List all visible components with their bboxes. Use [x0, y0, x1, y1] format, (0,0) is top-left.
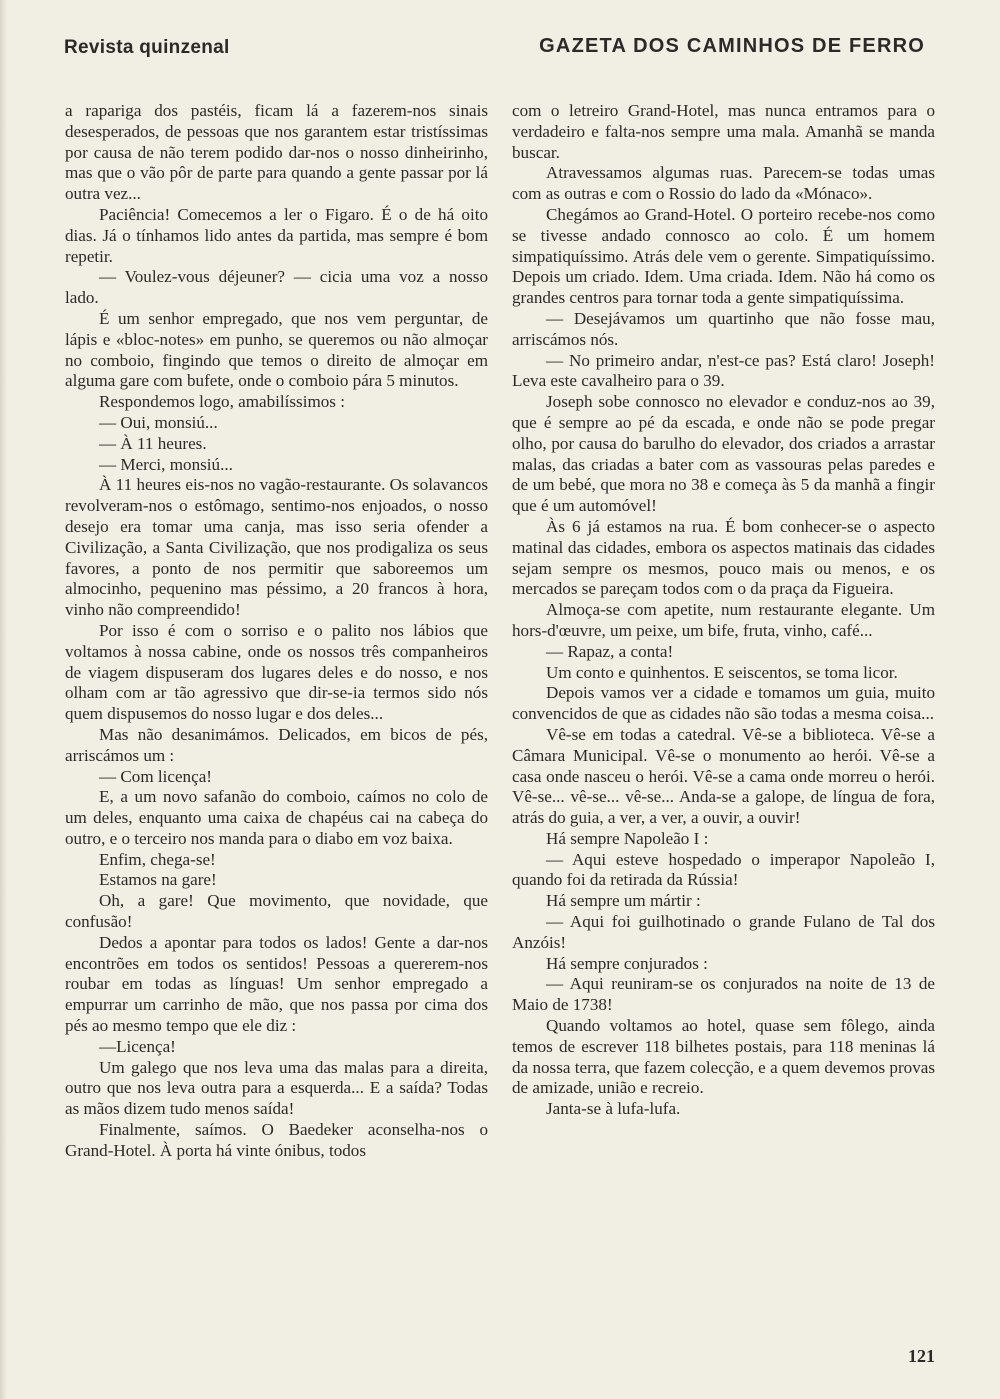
paragraph: Joseph sobe connosco no elevador e conduz-nos ao 39, que é sempre ao pé da escada, e onde não se pode pregar olho, por causa do barulho do elevador, dos criados a arrastar malas, das criadas a bater com as vassouras pelas paredes e de um bebé, que mora no 38 e começa às 5 da manhã a fingir que é um automóvel!: [512, 392, 935, 516]
paragraph: Um conto e quinhentos. E seiscentos, se toma licor.: [546, 662, 898, 682]
paragraph: Chegámos ao Grand-Hotel. O porteiro recebe-nos como se tivesse andado connosco ao colo. É um homem simpatiquíssimo. Atrás dele vem o gerente. Simpatiquíssimo. Depois um criado. Idem. Uma criada. Idem. Não há como os grandes centros para tornar toda a gente simpatiquíssima.: [512, 204, 935, 308]
paragraph: É um senhor empregado, que nos vem perguntar, de lápis e «bloc-notes» em punho, se queremos ou não almoçar no comboio, fingindo que temos o direito de almoçar em alguma gare com bufete, onde o comboio pára 5 minutos.: [65, 308, 488, 391]
paragraph: Atravessamos algumas ruas. Parecem-se todas umas com as outras e com o Rossio do lado da «Mónaco».: [512, 163, 935, 204]
page-edge-shadow: [0, 0, 7, 1399]
paragraph: — Voulez-vous déjeuner? — cicia uma voz a nosso lado.: [65, 267, 488, 308]
paragraph: — À 11 heures.: [99, 433, 207, 453]
paragraph: — Desejávamos um quartinho que não fosse mau, arriscámos nós.: [512, 308, 935, 349]
paragraph: — Aqui foi guilhotinado o grande Fulano de Tal dos Anzóis!: [512, 912, 935, 952]
paragraph: E, a um novo safanão do comboio, caímos no colo de um deles, enquanto uma caixa de chapéus cai na cabeça do outro, e o terceiro nos manda para o diabo em voz baixa.: [65, 787, 488, 848]
paragraph: Às 6 já estamos na rua. É bom conhecer-se o aspecto matinal das cidades, embora os aspectos matinais das cidades sejam sempre os mesmos, pouco mais ou menos, e os mercados se pareçam todos com o da praça da Figueira.: [512, 516, 935, 599]
paragraph: Oh, a gare! Que movimento, que novidade, que confusão!: [65, 891, 488, 932]
paragraph: Enfim, chega-se!: [99, 849, 216, 869]
left-text-column: [65, 101, 488, 1162]
paragraph: Respondemos logo, amabilíssimos :: [99, 392, 345, 412]
paragraph: Vê-se em todas a catedral. Vê-se a biblioteca. Vê-se a Câmara Municipal. Vê-se o monumento ao herói. Vê-se a casa onde nasceu o herói. Vê-se a cama onde morreu o herói. Vê-se... vê-se... vê-se... Anda-se a galope, de língua de fora, atrás do guia, a ver, a ver, a ouvir, a ouvir!: [512, 724, 935, 828]
paragraph: Há sempre Napoleão I :: [546, 828, 709, 848]
paragraph: Mas não desanimámos. Delicados, em bicos de pés, arriscámos um :: [65, 724, 488, 765]
page-number: 121: [908, 1346, 935, 1366]
paragraph: — Com licença!: [99, 766, 212, 786]
paragraph: Quando voltamos ao hotel, quase sem fôlego, ainda temos de escrever 118 bilhetes postais, para 118 meninas lá da nossa terra, que fazem colecção, e a quem devemos provas de amizade, união e recreio.: [512, 1016, 935, 1098]
right-text-column: [512, 101, 935, 1120]
paragraph: Finalmente, saímos. O Baedeker aconselha-nos o Grand-Hotel. À porta há vinte ónibus, todos: [65, 1120, 488, 1160]
paragraph: —Licença!: [99, 1036, 176, 1056]
paragraph: — No primeiro andar, n'est-ce pas? Está claro! Joseph! Leva este cavalheiro para o 39.: [512, 350, 935, 391]
paragraph: À 11 heures eis-nos no vagão-restaurante. Os solavancos revolveram-nos o estômago, sentimo-nos enjoados, o nosso desejo era tomar uma canja, mas isso seria ofender a Civilização, a Santa Civilização, que nos prodigaliza os seus favores, a ponto de nos permitir que saboreemos um almocinho, pequenino mas péssimo, a 20 francos à hora, vinho não compreendido!: [65, 475, 488, 620]
paragraph: com o letreiro Grand-Hotel, mas nunca entramos para o verdadeiro e falta-nos sempre uma mala. Amanhã se manda buscar.: [512, 101, 935, 162]
paragraph: Há sempre conjurados :: [546, 953, 708, 973]
paragraph: a rapariga dos pastéis, ficam lá a fazerem-nos sinais desesperados, de pessoas que nos garantem estar tristíssimas por causa de não terem podido dar-nos o nosso dinheirinho, mas que o vão pôr de parte para quando a gente passar por lá outra vez...: [65, 101, 488, 204]
paragraph: Há sempre um mártir :: [546, 891, 701, 911]
paragraph: — Merci, monsiú...: [99, 454, 233, 474]
paragraph: — Oui, monsiú...: [99, 412, 218, 432]
paragraph: — Aqui esteve hospedado o imperapor Napoleão I, quando foi da retirada da Rússia!: [512, 849, 935, 890]
header-section-title: Revista quinzenal: [64, 37, 230, 58]
paragraph: Paciência! Comecemos a ler o Figaro. É o de há oito dias. Já o tínhamos lido antes da partida, mas sempre é bom repetir.: [65, 204, 488, 266]
paragraph: Depois vamos ver a cidade e tomamos um guia, muito convencidos de que as cidades não são todas a mesma coisa...: [512, 683, 935, 724]
page-header: [64, 33, 925, 63]
paragraph: Estamos na gare!: [99, 870, 217, 890]
paragraph: Um galego que nos leva uma das malas para a direita, outro que nos leva outra para a esquerda... E a saída? Todas as mãos dizem tudo menos saída!: [65, 1057, 488, 1119]
paragraph: Janta-se à lufa-lufa.: [546, 1099, 681, 1119]
paragraph: — Rapaz, a conta!: [546, 641, 674, 661]
paragraph: Almoça-se com apetite, num restaurante elegante. Um hors-d'œuvre, um peixe, um bife, fruta, vinho, café...: [512, 600, 935, 640]
paragraph: Dedos a apontar para todos os lados! Gente a dar-nos encontrões em todos os sentidos! Pessoas a quererem-nos roubar em todas as línguas! Um senhor empregado a empurrar um carrinho de mão, que nos passa por cima dos pés ao mesmo tempo que ele diz :: [65, 932, 488, 1036]
paragraph: Por isso é com o sorriso e o palito nos lábios que voltamos à nossa cabine, onde os nossos três companheiros de viagem dispuseram dos lugares deles e do nosso, e nos olham com ar tão agressivo que dir-se-ia termos sido nós quem dispusemos do nosso lugar e dos deles...: [65, 620, 488, 724]
paragraph: — Aqui reuniram-se os conjurados na noite de 13 de Maio de 1738!: [512, 974, 935, 1015]
header-publication-title: GAZETA DOS CAMINHOS DE FERRO: [539, 35, 925, 57]
